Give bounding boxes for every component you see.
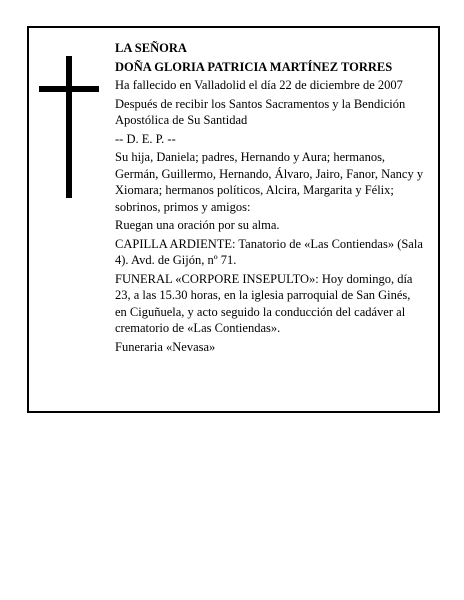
notice-text <box>115 40 425 357</box>
funeral-info: FUNERAL «CORPORE INSEPULTO»: Hoy domingo, día 23, a las 15.30 horas, en la iglesia parroquial de San Ginés, en Ciguñuela, y acto seguido la conducción del cadáver al crematorio de «Las Contiendas». <box>115 271 413 335</box>
obituary-notice <box>27 26 440 413</box>
sacraments-statement: Después de recibir los Santos Sacramentos y la Bendición Apostólica de Su Santidad <box>115 96 406 127</box>
funeral-home: Funeraria «Nevasa» <box>115 339 216 354</box>
rip-line: -- D. E. P. -- <box>115 131 176 146</box>
cross-horizontal-bar <box>39 86 99 92</box>
deceased-name: DOÑA GLORIA PATRICIA MARTÍNEZ TORRES <box>115 59 393 74</box>
cross-vertical-bar <box>66 56 72 198</box>
latin-cross-icon <box>39 56 99 198</box>
family-list: Su hija, Daniela; padres, Hernando y Aura; hermanos, Germán, Guillermo, Hernando, Álvaro, Jairo, Fanor, Nancy y Xiomara; hermanos políticos, Alcira, Margarita y Félix; sobrinos, primos y amigos: <box>115 150 424 214</box>
prayer-request: Ruegan una oración por su alma. <box>115 218 280 232</box>
chapel-info: CAPILLA ARDIENTE: Tanatorio de «Las Contiendas» (Sala 4). Avd. de Gijón, nº 71. <box>115 236 423 267</box>
notice-heading: LA SEÑORA <box>115 41 187 55</box>
death-statement: Ha fallecido en Valladolid el día 22 de diciembre de 2007 <box>115 78 403 92</box>
